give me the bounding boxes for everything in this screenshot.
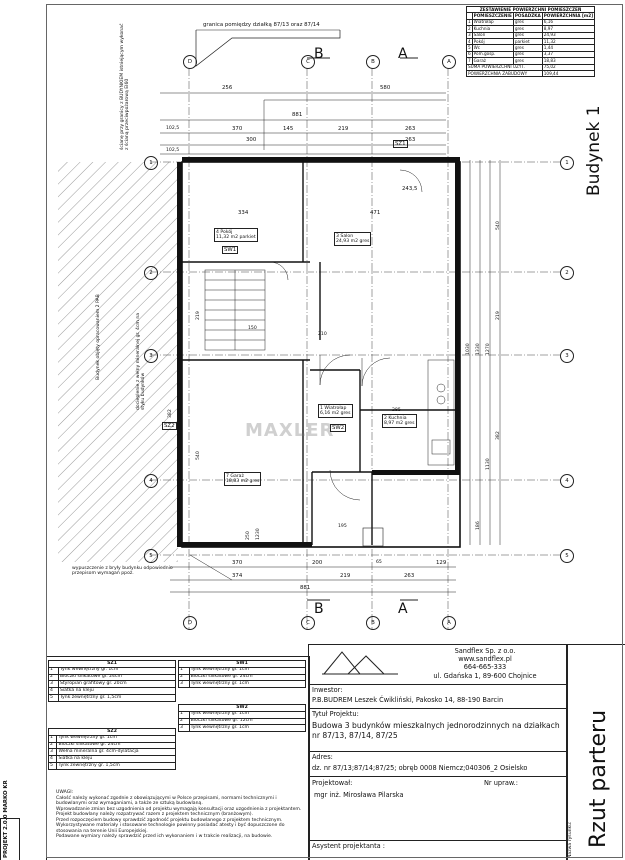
room-area: 11,32 m2 <box>216 235 239 240</box>
assistant-label: Asystent projektanta : <box>312 842 386 850</box>
cell: Tynk zewnętrzny gr. 1,5cm <box>58 694 175 701</box>
cell: Tynk wewnętrzny gr. 1cm <box>189 681 305 688</box>
cell: Kuchnia <box>472 26 513 32</box>
cell: Bloczki silikatowe gr. 24cm <box>189 674 305 681</box>
axis-bubble-b-bottom: B <box>366 616 380 630</box>
table-row: 2 Bloczki silikatowe gr. 24cm <box>179 674 306 681</box>
cell: 1,44 <box>542 45 594 51</box>
dim-inside: 334 <box>238 210 249 216</box>
dim-right: 540 <box>496 221 501 230</box>
cell: Tynk wewnętrzny gr. 1cm <box>189 711 305 718</box>
room-floor: gres <box>340 411 351 416</box>
note-neighbour-building: Budynek objęty opracowaniem 2 PAB <box>96 294 101 380</box>
room-floor: parkiet <box>239 235 256 240</box>
summary-header: POMIESZCZENIE <box>473 12 512 18</box>
cell: Bloczki silikatowe gr. 12cm <box>189 718 305 725</box>
summary-header: POSADZKA <box>514 12 541 18</box>
dim-bottom: 129 <box>436 560 447 566</box>
table-row: 1 Tynk wewnętrzny gr. 1cm <box>179 667 306 674</box>
cell: 6 <box>468 51 471 57</box>
room-num: 2 <box>384 415 387 421</box>
room-name: Garaż <box>230 473 244 479</box>
row-bubble-1-left: 1 <box>144 156 158 170</box>
dim-right: 1270 <box>486 343 491 355</box>
layers-title: SW2 <box>179 705 306 712</box>
row-bubble-2-left: 2 <box>144 266 158 280</box>
rights-label: Nr upraw.: <box>484 779 518 787</box>
dim-top: 580 <box>380 85 391 91</box>
note-item: Wykorzystywane materiały i stosowane technologie powinny posiadać atesty i być dopuszczone do stosowania na terenie Unii Europejskiej. <box>56 823 285 834</box>
dim-top: 256 <box>222 85 233 91</box>
boundary-label: granica pomiędzy działką 87/13 oraz 87/14 <box>203 22 320 28</box>
dim-top: 102,5 <box>166 126 180 131</box>
cell: parkiet <box>513 38 542 44</box>
section-mark-b-top: B <box>314 46 324 62</box>
dim-bottom: 881 <box>300 585 311 591</box>
project-title-label: Tytuł Projektu: <box>312 710 359 718</box>
row-bubble-3-right: 3 <box>560 349 574 363</box>
cell: Garaż <box>472 58 513 64</box>
row-bubble-1-right: 1 <box>560 156 574 170</box>
wall-tag-sw2: SW2 <box>332 425 345 431</box>
cell: 5 <box>468 44 471 50</box>
room-area: 18,83 m2 <box>226 479 249 484</box>
table-row: 2 Bloczki silikatowe gr. 24cm <box>49 742 176 749</box>
cell: 18,83 <box>542 58 594 64</box>
cell: Bloczki silikatowe gr. 24cm <box>57 742 176 749</box>
dim-inside: 210 <box>318 332 327 337</box>
investor-value: P.B.BUDREM Leszek Ćwikliński, Pakosko 14, 88-190 Barcin <box>312 696 504 704</box>
table-row: 1 Tynk wewnętrzny gr. 1cm <box>179 711 306 718</box>
dim-right: 219 <box>496 311 501 320</box>
wall-tag-sw1: SW1 <box>224 247 237 253</box>
dim-inside: 195 <box>338 524 347 529</box>
project-title-value: Budowa 3 budynków mieszkalnych jednorodzinnych na działkach nr 87/13, 87/14, 87/25 <box>312 721 560 740</box>
cell: 7 <box>468 57 471 63</box>
dim-right: 1130 <box>486 458 491 470</box>
dim-bottom: 370 <box>232 560 243 566</box>
address-value: dz. nr 87/13;87/14;87/25; obręb 0008 Niemcz;040306_2 Osielsko <box>312 764 528 772</box>
cell: 11,32 <box>542 38 594 44</box>
dim-right: 186 <box>476 521 481 530</box>
cell: Tynk wewnętrzny gr. 1cm <box>189 667 305 674</box>
built-label: POWIERZCHNIA ZABUDOWY <box>467 70 543 76</box>
dim-right: 1330 <box>476 343 481 355</box>
room-num: 4 <box>216 229 219 235</box>
dim-top: 219 <box>338 126 349 132</box>
dim-inside: 1230 <box>256 528 261 540</box>
building-label: Budynek 1 <box>584 105 604 196</box>
cell: Salon <box>472 32 513 38</box>
cell: Wiatrołap <box>472 19 513 25</box>
dim-right: 382 <box>496 431 501 440</box>
table-row: 5 Tynk zewnętrzny gr. 1,5cm <box>49 694 176 701</box>
notes-title: UWAGI: <box>56 790 74 795</box>
section-mark-a-top: A <box>398 46 408 62</box>
built-value: 109,44 <box>542 70 594 76</box>
dim-inside: 250 <box>246 531 251 540</box>
table-row: 3 Tynk wewnętrzny gr. 1cm <box>179 681 306 688</box>
dim-top: 300 <box>246 137 257 143</box>
row-bubble-2-right: 2 <box>560 266 574 280</box>
room-floor: gres <box>249 479 260 484</box>
designer-label: Projektował: <box>312 779 353 787</box>
edge-stamp: PROJEKT 2.0.0 MARKO KR <box>3 780 9 858</box>
row-bubble-4-right: 4 <box>560 474 574 488</box>
cell: Tynk wewnętrzny gr. 1cm <box>189 725 305 732</box>
dim-inside: 285 <box>392 408 401 413</box>
table-row: 2 Bloczki silikatowe gr. 12cm <box>179 718 306 725</box>
layers-title: SZ2 <box>49 729 176 736</box>
table-row: 4 Siatka na kleju <box>49 756 176 763</box>
dim-right: 1030 <box>466 343 471 355</box>
cell: Tynk wewnętrzny gr. 1cm <box>58 667 175 674</box>
investor-label: Inwestor: <box>312 686 343 694</box>
dim-inside: 471 <box>370 210 381 216</box>
axis-bubble-b-top: B <box>366 55 380 69</box>
row-bubble-5-right: 5 <box>560 549 574 563</box>
note-fire-section: wypuszczenie z bryły budynku odpowiednio przepisom wymagań ppoż. <box>72 566 173 577</box>
table-row: 3 Tynk wewnętrzny gr. 1cm <box>179 725 306 732</box>
cell: Tynk wewnętrzny gr. 1cm <box>57 735 176 742</box>
dim-top: 145 <box>283 126 294 132</box>
watermark: MAXLER <box>245 420 335 441</box>
company-name: Sandflex Sp. z o.o. <box>454 647 516 655</box>
cell: Pom.gosp. <box>472 51 513 57</box>
drawing-name-label: Nazwa rysunku: <box>568 821 573 858</box>
section-mark-b-bottom: B <box>314 601 324 617</box>
note-wall-insulation: docieplenie z wełny mineralnej gr. 4cm na styku budynków <box>136 312 147 410</box>
room-name: Kuchnia <box>388 415 407 421</box>
axis-bubble-c-top: C <box>301 55 315 69</box>
dim-bottom: 65 <box>376 560 382 565</box>
room-num: 3 <box>336 233 339 239</box>
summary-table-title: ZESTAWIENIE POWIERZCHNI POMIESZCZEŃ <box>467 7 595 13</box>
room-floor: gres <box>404 421 415 426</box>
cell: 2 <box>468 25 471 31</box>
cell: 1 <box>468 19 471 25</box>
room-floor: gres <box>359 239 370 244</box>
table-row: 4 Siatka na kleju <box>49 688 176 695</box>
cell: gres <box>513 51 542 57</box>
dim-top: 370 <box>232 126 243 132</box>
wall-tag-sz1: SZ1 <box>395 141 406 147</box>
note-item: Wprowadzanie zmian bez uzgodnienia od projektu wymagają konsultacji oraz uzgodnienia z projektantem. <box>56 806 302 812</box>
cell: Styropian grafitowy gr. 20cm <box>58 681 175 688</box>
note-item: Podawane wymiary należy sprawdzić przed ich wykonaniem i w trakcie realizacji, na budowie. <box>56 834 273 839</box>
cell: gres <box>513 19 542 25</box>
cell: Bloczki silikatowe gr. 24cm <box>58 674 175 681</box>
summary-header: POWIERZCHNIA [m2] <box>543 12 594 18</box>
cell: 6,16 <box>542 19 594 25</box>
cell: 24,93 <box>542 32 594 38</box>
total-label: SUMA POWIERZCHNI UŻYT. <box>467 64 543 70</box>
table-row: 1 Tynk wewnętrzny gr. 1cm <box>49 735 176 742</box>
cell: Wełna mineralna gr. 4cm-dylatacja <box>57 749 176 756</box>
note-item: Przed rozpoczęciem budowy sprawdzić zgodność projektu budowlanego z projektem technicznym. <box>56 817 283 823</box>
cell: 3,37 <box>542 51 594 57</box>
dim-top: 263 <box>405 126 416 132</box>
dim-top: 102,5 <box>166 148 180 153</box>
dim-inside: 540 <box>196 451 201 460</box>
section-mark-a-bottom: A <box>398 601 408 617</box>
sheet-frame <box>46 4 623 858</box>
room-area: 6,16 m2 <box>320 411 340 416</box>
room-area: 24,93 m2 <box>336 239 359 244</box>
room-name: Wiatrołap <box>324 405 347 411</box>
cell: Pokój <box>472 38 513 44</box>
dim-inside: 219 <box>196 311 201 320</box>
table-row: 5 Tynk zewnętrzny gr. 1,5cm <box>49 762 176 769</box>
layers-title: SW1 <box>179 661 306 668</box>
cell: gres <box>513 26 542 32</box>
dim-bottom: 200 <box>312 560 323 566</box>
dim-top: 263 <box>405 137 416 143</box>
dim-bottom: 374 <box>232 573 243 579</box>
cell: gres <box>513 32 542 38</box>
table-row: 1 Tynk wewnętrzny gr. 1cm <box>49 667 176 674</box>
dim-bottom: 263 <box>404 573 415 579</box>
room-num: 7 <box>226 473 229 479</box>
cell: gres <box>513 45 542 51</box>
axis-bubble-d-top: D <box>183 55 197 69</box>
cell: Siatka na kleju <box>58 688 175 695</box>
total-value: 75,02 <box>542 64 594 70</box>
dim-bottom: 219 <box>340 573 351 579</box>
cell: 3 <box>468 32 471 38</box>
row-bubble-3-left: 3 <box>144 349 158 363</box>
cell: gres <box>513 58 542 64</box>
cell: Tynk zewnętrzny gr. 1,5cm <box>57 762 176 769</box>
row-bubble-4-left: 4 <box>144 474 158 488</box>
layers-title: SZ1 <box>49 661 176 668</box>
table-row: 3 Styropian grafitowy gr. 20cm <box>49 681 176 688</box>
dim-top: 881 <box>292 112 303 118</box>
room-name: Salon <box>340 233 354 239</box>
wall-tag-sz2: SZ2 <box>164 423 175 429</box>
axis-bubble-d-bottom: D <box>183 616 197 630</box>
company-address: ul. Gdańska 1, 89-600 Chojnice <box>433 671 537 680</box>
dim-inside: 243,5 <box>402 186 418 192</box>
dim-inside: 150 <box>248 326 257 331</box>
cell: Siatka na kleju <box>57 756 176 763</box>
room-name: Pokój <box>220 229 233 235</box>
axis-bubble-a-top: A <box>442 55 456 69</box>
note-item: Projekt budowlany należy rozpatrywać razem z projektem technicznym (branżowym). <box>56 812 254 817</box>
dim-inside: 382 <box>168 409 173 418</box>
table-row: 3 Wełna mineralna gr. 4cm-dylatacja <box>49 749 176 756</box>
cell: Wc <box>472 45 513 51</box>
table-row: 2 Bloczki silikatowe gr. 24cm <box>49 674 176 681</box>
axis-bubble-c-bottom: C <box>301 616 315 630</box>
room-area: 8,97 m2 <box>384 421 404 426</box>
room-num: 1 <box>320 405 323 411</box>
cell: 4 <box>468 38 471 44</box>
cell: 8,97 <box>542 26 594 32</box>
designer-value: mgr inż. Mirosława Pilarska <box>314 791 404 799</box>
axis-bubble-a-bottom: A <box>442 616 456 630</box>
row-bubble-5-left: 5 <box>144 549 158 563</box>
company-phone: 664-665-333 <box>463 663 507 672</box>
address-label: Adres: <box>312 753 333 761</box>
note-gable-wall: ścianę przy granicy z BUDYNKIEM istniejącym wykonać z ścianą przeciwpożarową EI60 <box>120 23 131 150</box>
drawing-name: Rzut parteru <box>586 709 611 848</box>
company-web: www.sandflex.pl <box>458 655 512 664</box>
note-item: Całość należy wykonać zgodnie z obowiązującymi w Polsce przepisami, normami technicznymi i budowlanymi oraz wymaganiami, a także ze sztuką budowlaną. <box>56 795 277 806</box>
